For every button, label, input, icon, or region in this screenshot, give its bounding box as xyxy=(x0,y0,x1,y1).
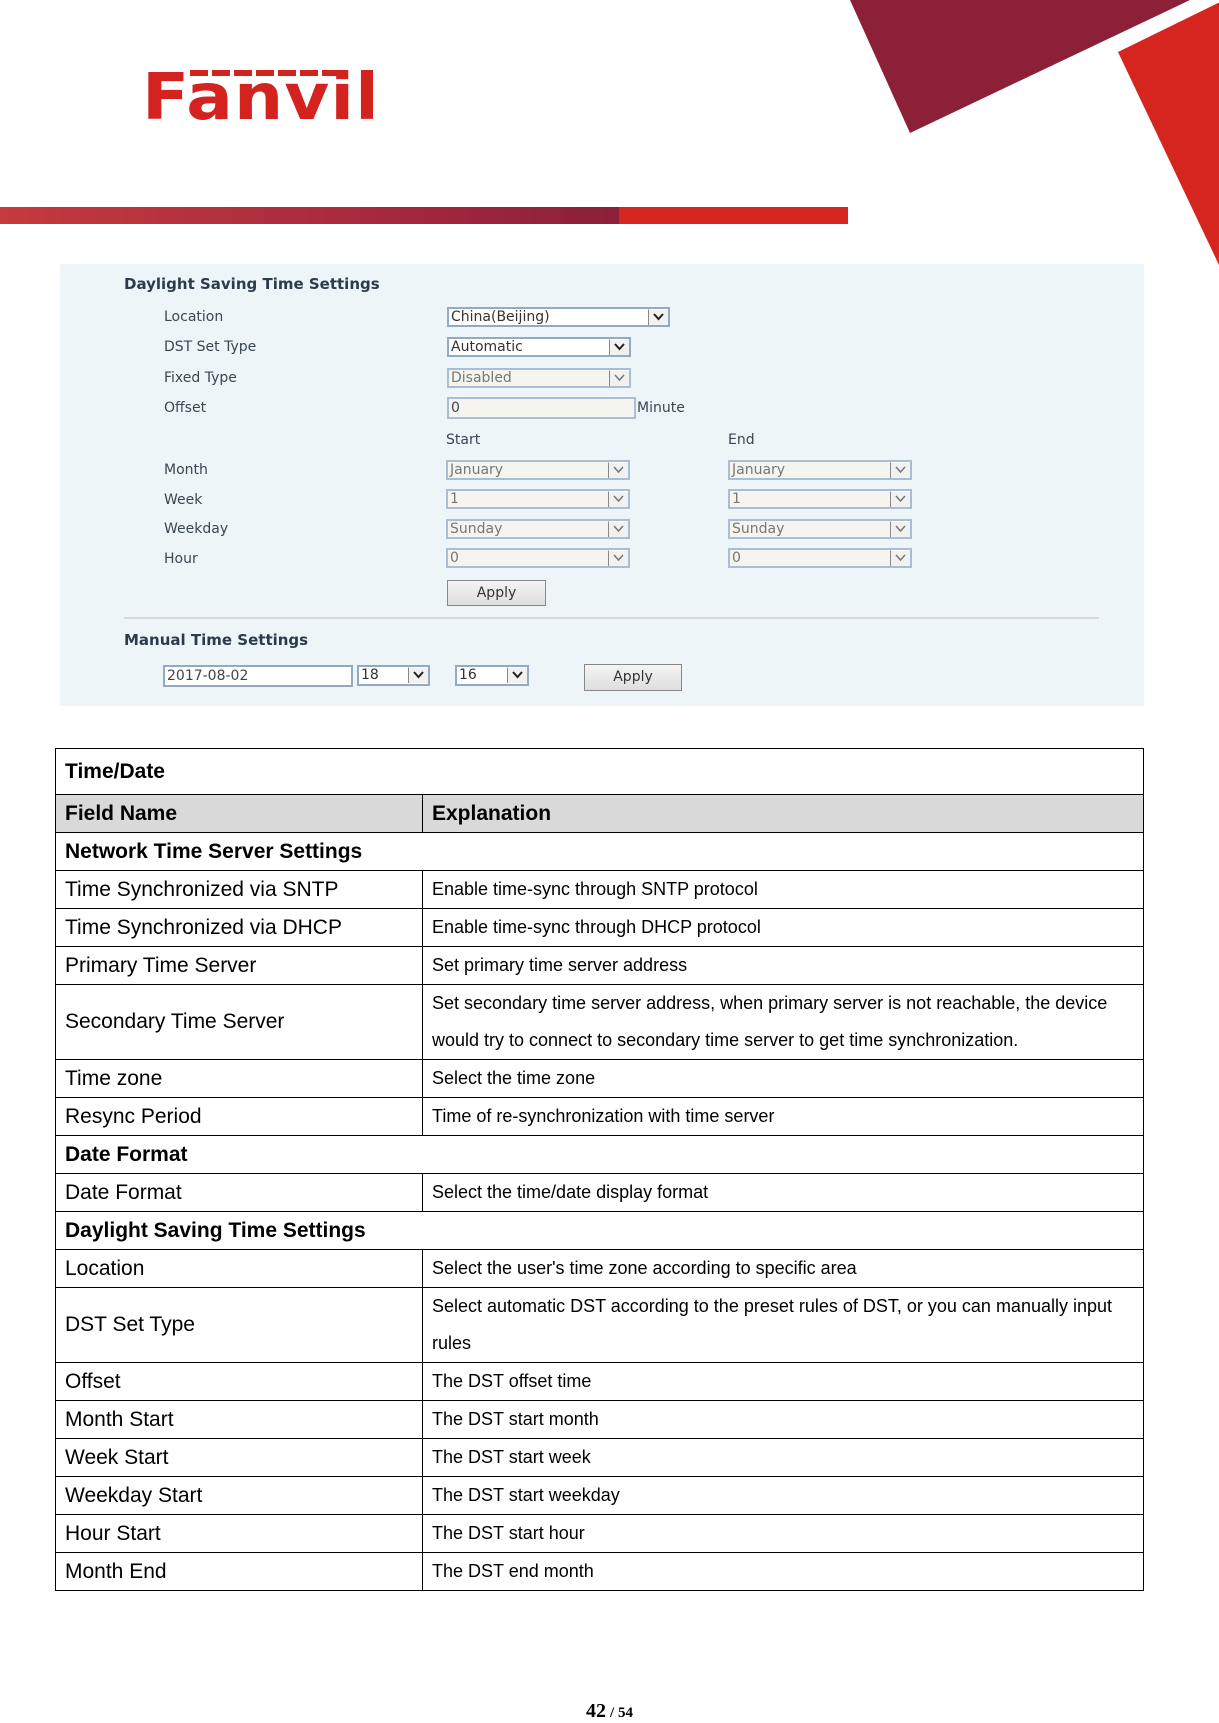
group-row xyxy=(56,833,1144,871)
location-label: Location xyxy=(164,309,224,325)
field-explanation: Select automatic DST according to the preset rules of DST, or you can manually input rules xyxy=(423,1288,1144,1363)
fixed-type-select[interactable] xyxy=(447,368,631,388)
location-value: China(Beijing) xyxy=(451,309,550,325)
month-end-select[interactable] xyxy=(728,460,912,480)
week-label: Week xyxy=(164,492,203,508)
month-start-select[interactable] xyxy=(446,460,630,480)
table-row xyxy=(56,1363,1144,1401)
field-name: Location xyxy=(56,1250,423,1288)
total-pages: / 54 xyxy=(610,1705,633,1721)
current-page: 42 xyxy=(586,1700,607,1722)
settings-screenshot xyxy=(60,264,1144,706)
hour-end-select[interactable] xyxy=(728,548,912,568)
fanvil-logo: Fanvil xyxy=(142,61,380,135)
chevron-down-icon xyxy=(609,370,629,386)
group-title: Network Time Server Settings xyxy=(56,833,1144,871)
field-name: Primary Time Server xyxy=(56,947,423,985)
month-end-value: January xyxy=(732,462,786,478)
dst-set-type-label: DST Set Type xyxy=(164,339,257,355)
weekday-start-select[interactable] xyxy=(446,519,630,539)
table-row xyxy=(56,1250,1144,1288)
chevron-down-icon xyxy=(608,491,628,507)
end-header: End xyxy=(728,432,755,448)
month-label: Month xyxy=(164,462,208,478)
start-header: Start xyxy=(446,432,481,448)
field-name: Secondary Time Server xyxy=(56,985,423,1060)
weekday-end-value: Sunday xyxy=(732,521,785,537)
field-explanation: Select the time zone xyxy=(423,1060,1144,1098)
table-title-row xyxy=(56,749,1144,795)
table-row xyxy=(56,1515,1144,1553)
hour-start-select[interactable] xyxy=(446,548,630,568)
week-end-value: 1 xyxy=(732,491,741,507)
group-row xyxy=(56,1212,1144,1250)
column-header-field-name: Field Name xyxy=(56,795,423,833)
fixed-type-value: Disabled xyxy=(451,370,512,386)
dst-set-type-select[interactable] xyxy=(447,337,631,357)
header-color-bar xyxy=(0,207,848,224)
week-end-select[interactable] xyxy=(728,489,912,509)
table-row xyxy=(56,1060,1144,1098)
hour-end-value: 0 xyxy=(732,550,741,566)
hour-label: Hour xyxy=(164,551,198,567)
table-row xyxy=(56,1401,1144,1439)
table-row xyxy=(56,1098,1144,1136)
chevron-down-icon xyxy=(608,521,628,537)
field-name: Month Start xyxy=(56,1401,423,1439)
field-explanation: Select the time/date display format xyxy=(423,1174,1144,1212)
table-row xyxy=(56,1174,1144,1212)
field-name: Time Synchronized via DHCP xyxy=(56,909,423,947)
field-explanation: Time of re-synchronization with time server xyxy=(423,1098,1144,1136)
field-explanation: Select the user's time zone according to specific area xyxy=(423,1250,1144,1288)
month-start-value: January xyxy=(450,462,504,478)
dst-apply-button[interactable]: Apply xyxy=(447,580,546,606)
header-decoration xyxy=(0,0,1219,280)
chevron-down-icon xyxy=(608,462,628,478)
table-row xyxy=(56,1439,1144,1477)
field-explanation: Enable time-sync through DHCP protocol xyxy=(423,909,1144,947)
chevron-down-icon xyxy=(507,667,527,683)
field-explanation: The DST end month xyxy=(423,1553,1144,1591)
table-row xyxy=(56,1288,1144,1363)
table-row xyxy=(56,909,1144,947)
chevron-down-icon xyxy=(648,309,668,325)
chevron-down-icon xyxy=(890,550,910,566)
field-name: Time zone xyxy=(56,1060,423,1098)
offset-input[interactable]: 0 xyxy=(447,397,636,419)
field-name: Weekday Start xyxy=(56,1477,423,1515)
manual-hour-value: 18 xyxy=(361,667,379,683)
manual-apply-button[interactable]: Apply xyxy=(584,664,682,691)
group-title: Date Format xyxy=(56,1136,1144,1174)
field-explanation: Enable time-sync through SNTP protocol xyxy=(423,871,1144,909)
chevron-down-icon xyxy=(890,521,910,537)
manual-minute-value: 16 xyxy=(459,667,477,683)
field-name: Week Start xyxy=(56,1439,423,1477)
field-name: Resync Period xyxy=(56,1098,423,1136)
hour-start-value: 0 xyxy=(450,550,459,566)
weekday-end-select[interactable] xyxy=(728,519,912,539)
field-name: Offset xyxy=(56,1363,423,1401)
field-explanation: Set secondary time server address, when primary server is not reachable, the device would try to connect to secondary time server to get time synchronization. xyxy=(423,985,1144,1060)
chevron-down-icon xyxy=(890,491,910,507)
table-row xyxy=(56,1553,1144,1591)
field-name: DST Set Type xyxy=(56,1288,423,1363)
table-title: Time/Date xyxy=(56,749,1144,795)
week-start-select[interactable] xyxy=(446,489,630,509)
manual-section-title: Manual Time Settings xyxy=(124,631,309,649)
page-number xyxy=(0,1700,1219,1723)
offset-unit: Minute xyxy=(637,400,685,416)
field-name: Date Format xyxy=(56,1174,423,1212)
table-row xyxy=(56,985,1144,1060)
chevron-down-icon xyxy=(408,667,428,683)
weekday-start-value: Sunday xyxy=(450,521,503,537)
manual-hour-select[interactable] xyxy=(357,665,430,686)
field-explanation: The DST start month xyxy=(423,1401,1144,1439)
field-name: Time Synchronized via SNTP xyxy=(56,871,423,909)
table-row xyxy=(56,947,1144,985)
chevron-down-icon xyxy=(609,339,629,355)
chevron-down-icon xyxy=(890,462,910,478)
field-explanation: Set primary time server address xyxy=(423,947,1144,985)
field-explanation: The DST start hour xyxy=(423,1515,1144,1553)
column-header-explanation: Explanation xyxy=(423,795,1144,833)
fixed-type-label: Fixed Type xyxy=(164,370,237,386)
table-header-row xyxy=(56,795,1144,833)
dst-set-type-value: Automatic xyxy=(451,339,523,355)
field-explanation: The DST start weekday xyxy=(423,1477,1144,1515)
field-name: Month End xyxy=(56,1553,423,1591)
week-start-value: 1 xyxy=(450,491,459,507)
time-date-table xyxy=(55,748,1144,1591)
table-row xyxy=(56,871,1144,909)
field-explanation: The DST offset time xyxy=(423,1363,1144,1401)
table-row xyxy=(56,1477,1144,1515)
weekday-label: Weekday xyxy=(164,521,229,537)
field-explanation: The DST start week xyxy=(423,1439,1144,1477)
manual-minute-select[interactable] xyxy=(455,665,529,686)
manual-date-input[interactable]: 2017-08-02 xyxy=(163,665,353,687)
group-row xyxy=(56,1136,1144,1174)
chevron-down-icon xyxy=(608,550,628,566)
field-name: Hour Start xyxy=(56,1515,423,1553)
dst-section-title: Daylight Saving Time Settings xyxy=(124,275,380,293)
group-title: Daylight Saving Time Settings xyxy=(56,1212,1144,1250)
offset-label: Offset xyxy=(164,400,207,416)
location-select[interactable] xyxy=(447,307,670,327)
section-divider xyxy=(124,617,1099,619)
